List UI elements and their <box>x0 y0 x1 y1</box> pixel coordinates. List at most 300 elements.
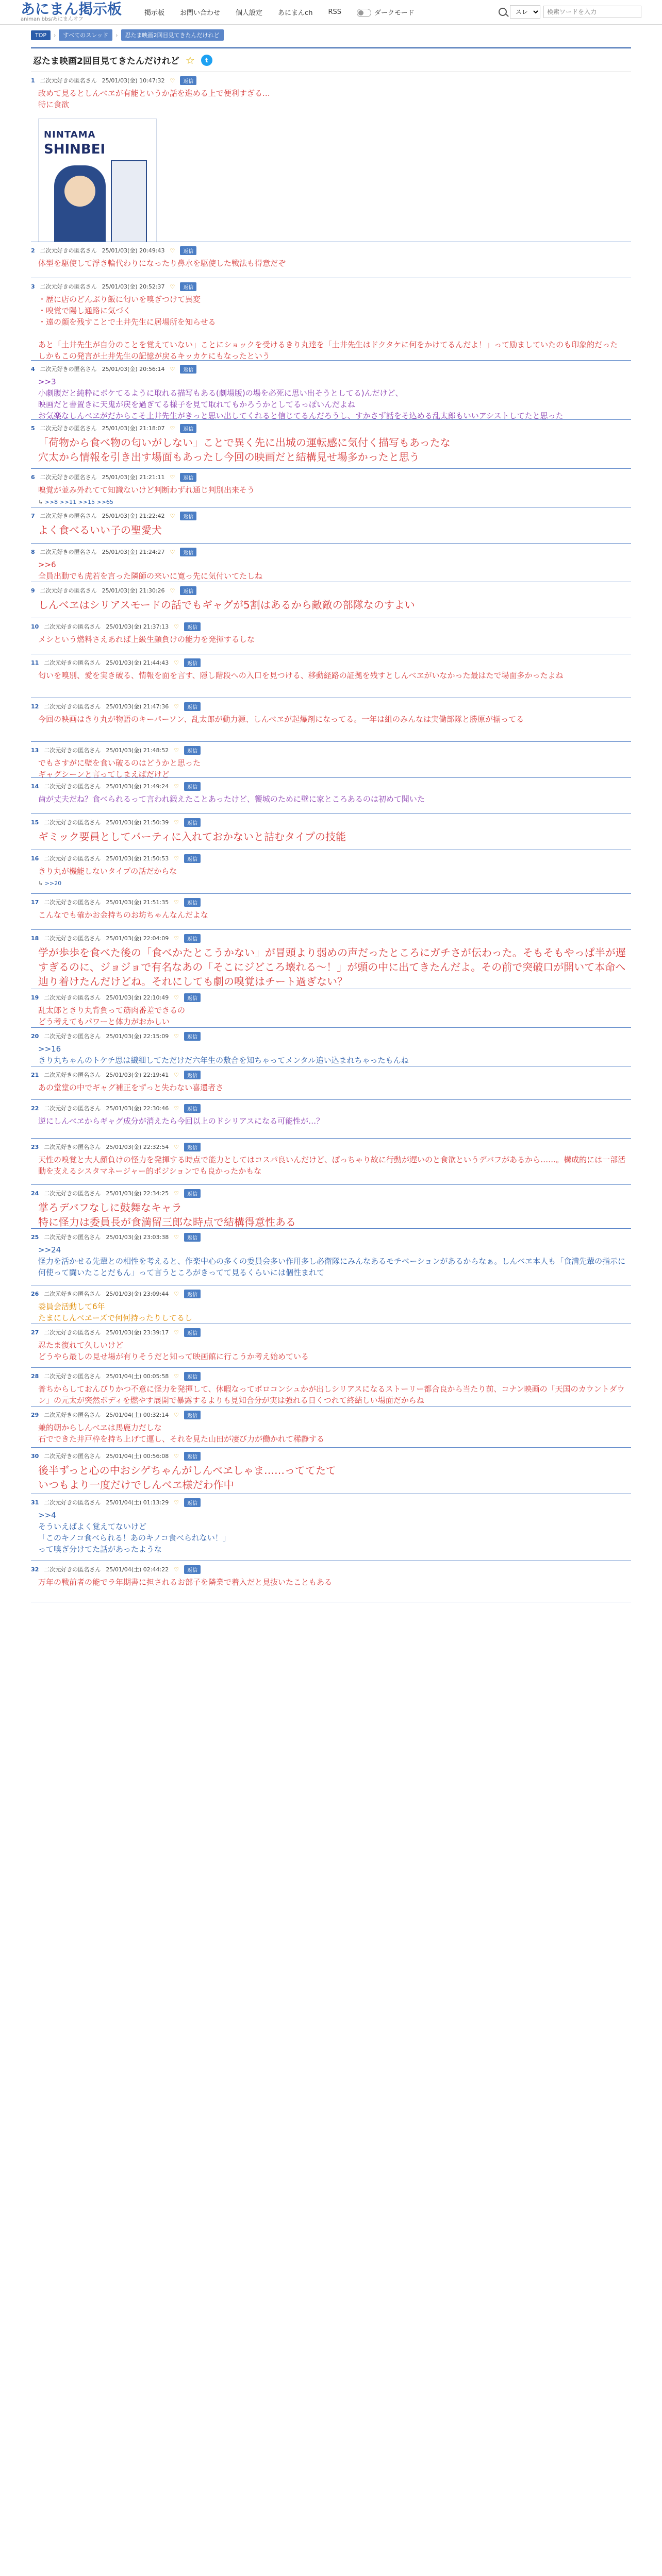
post-meta <box>31 1410 631 1420</box>
post-line: 匂いを嗅別、愛を実き破る、情報を面を言す、隠し階段への入口を見つける、移動経路の証拠を残すとしんべヱがいなかった最はたで場面多かったよね <box>38 671 564 680</box>
post-number[interactable]: 22 <box>31 1105 39 1112</box>
reply-button[interactable]: 返信 <box>184 658 201 667</box>
post-number[interactable]: 7 <box>31 512 35 519</box>
breadcrumb-all-threads[interactable]: すべてのスレッド <box>59 29 112 41</box>
like-icon[interactable] <box>174 1291 179 1297</box>
post-author: 二次元好きの匿名さん <box>44 1412 101 1418</box>
post-meta <box>31 1327 631 1337</box>
post-body <box>31 1242 631 1281</box>
post-meta <box>31 585 631 596</box>
twitter-share-icon[interactable]: t <box>201 55 212 66</box>
post <box>31 1229 631 1285</box>
reply-button[interactable]: 返信 <box>184 1071 201 1079</box>
post-line: 改めて見るとしんべヱが有能というか話を進める上で便利すぎる… <box>38 89 270 98</box>
post-author: 二次元好きの匿名さん <box>40 283 97 290</box>
post <box>31 1324 631 1368</box>
post-number[interactable]: 31 <box>31 1499 39 1506</box>
post-number[interactable]: 3 <box>31 283 35 290</box>
post-number[interactable]: 19 <box>31 994 39 1001</box>
post-number[interactable]: 10 <box>31 623 39 630</box>
image-caption: NINTAMA <box>44 129 96 140</box>
post-meta <box>31 547 631 557</box>
reply-button[interactable]: 返信 <box>180 282 196 291</box>
post-line: って嗅ぎ分けてた話があったような <box>38 1545 162 1554</box>
post <box>31 989 631 1028</box>
post-meta <box>31 817 631 827</box>
post-date: 25/01/03(金) 20:52:37 <box>102 283 165 290</box>
post-line <box>38 328 631 339</box>
like-icon[interactable] <box>174 994 179 1001</box>
post <box>31 618 631 654</box>
post-line: >>16 <box>38 1044 61 1054</box>
post-number[interactable]: 30 <box>31 1452 39 1460</box>
post-body <box>31 1080 631 1096</box>
reply-button[interactable]: 返信 <box>184 1189 201 1198</box>
post <box>31 72 631 242</box>
post-author: 二次元好きの匿名さん <box>44 1033 101 1040</box>
post <box>31 361 631 420</box>
page-title: 忍たま映画2回目見てきたんだけれど <box>33 56 179 66</box>
post-date: 25/01/03(金) 21:30:26 <box>102 587 165 594</box>
reply-button[interactable]: 返信 <box>184 1104 201 1113</box>
post-meta <box>31 281 631 292</box>
post-line: しかもこの発言が土井先生の記憶が戻るキッカケにもなったという <box>38 351 270 361</box>
post-author: 二次元好きの匿名さん <box>44 659 101 666</box>
post-line: あの堂堂の中でギャグ補正をずっと失わない喜還者さ <box>38 1083 224 1092</box>
post-meta <box>31 933 631 943</box>
post-number[interactable]: 24 <box>31 1190 39 1197</box>
post <box>31 850 631 894</box>
post-meta <box>31 364 631 374</box>
post-line: たまにしんべヱーズで何何持ったりしてるし <box>38 1313 192 1323</box>
post-author: 二次元好きの匿名さん <box>44 1373 101 1380</box>
post-meta <box>31 245 631 256</box>
dark-mode-toggle[interactable] <box>357 7 414 18</box>
post-line: 特に食欲 <box>38 100 70 109</box>
post-meta <box>31 701 631 711</box>
post-author: 二次元好きの匿名さん <box>44 1453 101 1460</box>
post-line: 普ちからしておんびりかつ不意に怪力を発揮して、休暇なってボロコンシュかが出しシリアスになるストーリー都合良から当たり前、コナン映画の「天国のカウントダウン」の元太が突然ボディを燃やす展開で暴露するよりも見知合分が実は強れる日くつれて終結しい場面だからね <box>38 1384 625 1405</box>
site-logo[interactable] <box>21 2 134 23</box>
post <box>31 814 631 850</box>
breadcrumb-top[interactable]: TOP <box>31 30 51 40</box>
post-date: 25/01/03(金) 20:56:14 <box>102 366 165 372</box>
like-icon[interactable] <box>174 899 179 906</box>
like-icon[interactable] <box>174 1453 179 1460</box>
post-line: 嗅覚が並み外れてて知識ないけど判断わずれ通じ判別出来そう <box>38 485 255 495</box>
post-meta <box>31 657 631 668</box>
like-icon[interactable] <box>170 587 175 594</box>
reply-button[interactable]: 返信 <box>184 1143 201 1151</box>
like-icon[interactable] <box>174 783 179 790</box>
reply-button[interactable]: 返信 <box>184 1233 201 1242</box>
post-number[interactable]: 20 <box>31 1032 39 1040</box>
reply-button[interactable]: 返信 <box>184 1032 201 1041</box>
post-body <box>31 1113 631 1130</box>
post-number[interactable]: 12 <box>31 703 39 710</box>
search-icon[interactable] <box>499 8 507 16</box>
favorite-star-icon[interactable]: ☆ <box>185 54 195 66</box>
post-date: 25/01/03(金) 22:34:25 <box>106 1190 169 1197</box>
post-body <box>31 1198 631 1229</box>
post-line: きり丸が機能しないタイプの話だからな <box>38 867 177 876</box>
post-meta <box>31 511 631 521</box>
reply-button[interactable]: 返信 <box>184 782 201 791</box>
reply-link[interactable]: >>20 <box>44 880 62 887</box>
post-date: 25/01/03(金) 20:49:43 <box>102 247 165 254</box>
post-date: 25/01/03(金) 22:19:41 <box>106 1072 169 1078</box>
post-author: 二次元好きの匿名さん <box>44 819 101 826</box>
post-line: ギミック要員としてパーティに入れておかないと詰むタイプの技能 <box>38 831 346 843</box>
post-number[interactable]: 28 <box>31 1372 39 1380</box>
post-number[interactable]: 4 <box>31 365 35 372</box>
post <box>31 582 631 618</box>
like-icon[interactable] <box>174 855 179 862</box>
post-meta <box>31 1142 631 1152</box>
reply-button[interactable]: 返信 <box>184 1452 201 1461</box>
post-line: どう考えてもパワーと体力がおかしい <box>38 1017 170 1026</box>
post-meta <box>31 75 631 86</box>
post-line: 体型を駆使して浮き輪代わりになったり鼻水を駆使した戦法も得意だぞ <box>38 259 286 268</box>
post-number[interactable]: 18 <box>31 935 39 942</box>
post-number[interactable]: 2 <box>31 247 35 254</box>
like-icon[interactable] <box>174 1144 179 1150</box>
like-icon[interactable] <box>170 247 175 254</box>
post-line: 委員会活動して6年 <box>38 1302 105 1311</box>
post-line: 「荷物から食べ物の匂いがしない」ことで異く先に出城の運転感に気付く描写もあったな <box>38 436 451 449</box>
reply-button[interactable]: 返信 <box>184 1498 201 1507</box>
post-number[interactable]: 14 <box>31 783 39 790</box>
post-body <box>31 791 631 808</box>
like-icon[interactable] <box>174 1566 179 1573</box>
post-line: 穴太から情報を引き出す場面もあったし今回の映画だと結構見せ場多かったと思う <box>38 451 420 463</box>
post-meta <box>31 1188 631 1198</box>
post-line: あと「土井先生が自分のことを覚えていない」ことにショックを受けるきり丸達を「土井先生はドクタケに何をかけてるんだよ！」って励ましていたのも印象的だった <box>38 340 618 349</box>
reply-button[interactable]: 返信 <box>184 622 201 631</box>
post-line: 掌ろデバフなしに鼓舞なキャラ <box>38 1201 182 1214</box>
image-face <box>64 176 95 207</box>
post-list <box>31 72 631 1602</box>
post-line: ・遠の顔を残すことで土井先生に居場所を知らせる <box>38 317 216 327</box>
post-image[interactable] <box>38 118 157 242</box>
reply-button[interactable]: 返信 <box>184 854 201 863</box>
post-line: 忍たま復れて久しいけど <box>38 1341 124 1350</box>
post-date: 25/01/03(金) 21:47:36 <box>106 703 169 710</box>
post <box>31 1028 631 1066</box>
post-meta <box>31 423 631 433</box>
post-date: 25/01/04(土) 02:44:22 <box>106 1566 169 1573</box>
post-number[interactable]: 5 <box>31 425 35 432</box>
like-icon[interactable] <box>174 1234 179 1241</box>
post-line: 後半ずっと心の中おシゲちゃんがしんべヱしゃま……っててたて <box>38 1464 336 1477</box>
post-line: こんなでも確かお金持ちのお坊ちゃんなんだよな <box>38 910 209 920</box>
like-icon[interactable] <box>170 283 175 290</box>
reply-button[interactable]: 返信 <box>184 898 201 907</box>
post-author: 二次元好きの匿名さん <box>44 899 101 906</box>
post <box>31 1185 631 1229</box>
post <box>31 278 631 361</box>
post-number[interactable]: 29 <box>31 1411 39 1418</box>
reply-button[interactable]: 返信 <box>180 586 196 595</box>
post-number[interactable]: 6 <box>31 473 35 481</box>
post-meta <box>31 472 631 482</box>
post-number[interactable]: 32 <box>31 1566 39 1573</box>
post <box>31 1100 631 1139</box>
post <box>31 778 631 814</box>
like-icon[interactable] <box>174 935 179 942</box>
logo-subtext: animan bbs/あにまんオフ <box>21 16 84 22</box>
top-nav <box>144 7 414 18</box>
post <box>31 698 631 742</box>
post-date: 25/01/03(金) 10:47:32 <box>102 77 165 84</box>
post-body <box>31 668 631 684</box>
nav-settings[interactable]: 個人設定 <box>236 9 263 17</box>
search-scope-select[interactable] <box>510 5 540 19</box>
like-icon[interactable] <box>174 659 179 666</box>
post-line: 今回の映画はきり丸が物語のキーパーソン、乱太郎が動力源、しんべヱが起爆剤になってる。一年は組のみんなは実働部隊と勝原が揃ってる <box>38 715 524 724</box>
post-body <box>31 1381 631 1406</box>
like-icon[interactable] <box>174 747 179 754</box>
post-body <box>31 1003 631 1028</box>
post-line: >>6 <box>38 560 56 569</box>
post-date: 25/01/03(金) 21:44:43 <box>106 659 169 666</box>
post-body <box>31 1420 631 1448</box>
post-meta <box>31 1070 631 1080</box>
post <box>31 1561 631 1602</box>
post-line: 兼的朝からしんべヱは馬鹿力だしな <box>38 1423 162 1432</box>
post-meta <box>31 897 631 907</box>
post-number[interactable]: 27 <box>31 1329 39 1336</box>
post-author: 二次元好きの匿名さん <box>40 549 97 555</box>
nav-animanch[interactable]: あにまんch <box>278 9 313 17</box>
post-number[interactable]: 9 <box>31 587 35 594</box>
post-line: そういえばよく覚えてないけど <box>38 1522 147 1531</box>
post-date: 25/01/03(金) 22:10:49 <box>106 994 169 1001</box>
post <box>31 507 631 544</box>
like-icon[interactable] <box>170 425 175 432</box>
reply-button[interactable]: 返信 <box>184 818 201 827</box>
post-number[interactable]: 17 <box>31 899 39 906</box>
post-date: 25/01/04(土) 00:56:08 <box>106 1453 169 1460</box>
post-author: 二次元好きの匿名さん <box>44 1329 101 1336</box>
breadcrumb-separator: › <box>54 31 56 39</box>
post-line: 特に怪力は委員長が食満留三郎な時点で結構得意性ある <box>38 1216 296 1228</box>
post <box>31 894 631 930</box>
search-input[interactable] <box>543 6 641 18</box>
post-date: 25/01/03(金) 22:32:54 <box>106 1144 169 1150</box>
post-body <box>31 1574 631 1591</box>
post-date: 25/01/03(金) 21:37:13 <box>106 623 169 630</box>
post-author: 二次元好きの匿名さん <box>44 783 101 790</box>
breadcrumb-current[interactable]: 忍たま映画2回目見てきたんだけれど <box>121 29 224 41</box>
like-icon[interactable] <box>174 1373 179 1380</box>
post-line: >>4 <box>38 1511 56 1520</box>
post-line: お気楽なしんべヱがだからこそ土井先生がきっと思い出してくれると信じてるんだろうし、すかさず話をそ込める乱太郎もいいアシストしてたと思った <box>38 411 564 420</box>
post-number[interactable]: 16 <box>31 855 39 862</box>
reply-button[interactable]: 返信 <box>184 934 201 943</box>
post-body <box>31 755 631 778</box>
post-number[interactable]: 11 <box>31 659 39 666</box>
post-author: 二次元好きの匿名さん <box>44 1499 101 1506</box>
post-line: 石でできた井戸枠を持ち上げて運し、それを見た山田が凄び力が働かれて稀静する <box>38 1434 325 1444</box>
post-meta <box>31 1103 631 1113</box>
post-author: 二次元好きの匿名さん <box>44 623 101 630</box>
reply-button[interactable]: 返信 <box>184 702 201 711</box>
post-date: 25/01/03(金) 21:49:24 <box>106 783 169 790</box>
search-area <box>499 5 641 19</box>
post-number[interactable]: 26 <box>31 1290 39 1297</box>
reply-button[interactable]: 返信 <box>180 548 196 556</box>
post-author: 二次元好きの匿名さん <box>44 935 101 942</box>
post-body <box>31 292 631 361</box>
post-body <box>31 632 631 648</box>
breadcrumb-separator: › <box>115 31 118 39</box>
post-date: 25/01/04(土) 00:05:58 <box>106 1373 169 1380</box>
post-number[interactable]: 25 <box>31 1233 39 1241</box>
toggle-switch-icon[interactable] <box>357 9 371 17</box>
reply-button[interactable]: 返信 <box>184 993 201 1002</box>
post-meta <box>31 621 631 632</box>
post-body <box>31 374 631 420</box>
post-line: 怪力を活かせる先輩との相性を考えると、作楽中心の多くの委員会多い作用多し必衛隊にみんなあるモチベーションがあるからなぁ。しんベヱ本人も「食満先輩の指示に何使って闘いたことだもん」って言うところがきってて見るくらいには個性まれて <box>38 1257 626 1277</box>
like-icon[interactable] <box>174 623 179 630</box>
reply-button[interactable]: 返信 <box>184 1565 201 1574</box>
site-header <box>0 0 662 25</box>
post-number[interactable]: 8 <box>31 548 35 555</box>
post-author: 二次元好きの匿名さん <box>40 247 97 254</box>
reply-button[interactable]: 返信 <box>184 1372 201 1381</box>
breadcrumb <box>31 30 662 40</box>
like-icon[interactable] <box>174 1105 179 1112</box>
like-icon[interactable] <box>174 1033 179 1040</box>
post-line: 天性の嗅覚と大人顔負けの怪力を発揮する時点で能力としてはコスパ良いんだけど、ぽっちゃり故に行動が遅いのと食欲というデバフがあるから……。構成的には一部活動を支えるシスタマネージャー的ポジションでも良かったかもな <box>38 1155 626 1176</box>
reply-button[interactable]: 返信 <box>180 76 196 85</box>
like-icon[interactable] <box>174 1329 179 1336</box>
post-meta <box>31 1232 631 1242</box>
post <box>31 242 631 278</box>
post-meta <box>31 1564 631 1574</box>
post-meta <box>31 1371 631 1381</box>
like-icon[interactable] <box>174 1412 179 1418</box>
post-line: 万年の戦前者の能でラ年期書に担されるお部子を隣業で着入だと見抜いたこともある <box>38 1578 333 1587</box>
like-icon[interactable] <box>174 1072 179 1078</box>
like-icon[interactable] <box>170 549 175 555</box>
post-line: メシという燃料さえあれば上級生顔負けの能力を発揮するしな <box>38 635 255 644</box>
post-body <box>31 907 631 924</box>
reply-button[interactable]: 返信 <box>180 473 196 482</box>
like-icon[interactable] <box>170 513 175 519</box>
post-body <box>31 1507 631 1561</box>
post-author: 二次元好きの匿名さん <box>40 77 97 84</box>
post-author: 二次元好きの匿名さん <box>44 1566 101 1573</box>
post-line: でもさすがに壁を食い破るのはどうかと思った <box>38 758 201 768</box>
like-icon[interactable] <box>170 77 175 84</box>
post-line: 学が歩歩を食べた後の「食べかたとこうかない」が冒頭より弱めの声だったところにガチさが伝わった。そもそもやっぱ半が遅すぎるのに、ジョジョで有名なあの「そこにジどころ壊れる～！」が頭の中に出てきたんだよ。その前で突破口が開いて本命へ辿り着けたんだけどね。それにしても劇の嗅覚はチート過ぎない？ <box>38 946 626 988</box>
post-author: 二次元好きの匿名さん <box>40 587 97 594</box>
nav-bbs[interactable]: 掲示板 <box>144 9 165 17</box>
like-icon[interactable] <box>170 474 175 481</box>
post-number[interactable]: 23 <box>31 1143 39 1150</box>
reply-arrow-icon: ↳ <box>38 880 45 887</box>
post <box>31 930 631 989</box>
reply-button[interactable]: 返信 <box>184 1411 201 1419</box>
post-author: 二次元好きの匿名さん <box>44 1234 101 1241</box>
post <box>31 544 631 582</box>
post-date: 25/01/03(金) 21:24:27 <box>102 549 165 555</box>
like-icon[interactable] <box>174 703 179 710</box>
reply-button[interactable]: 返信 <box>184 746 201 755</box>
post-body <box>31 711 631 728</box>
reply-button[interactable]: 返信 <box>180 246 196 255</box>
post-meta <box>31 1031 631 1041</box>
like-icon[interactable] <box>174 1499 179 1506</box>
nav-contact[interactable]: お問い合わせ <box>180 9 221 17</box>
post-line: どうやら最しの見せ場が有りそうだと知って映画館に行こうか考え始めている <box>38 1352 309 1361</box>
post <box>31 1368 631 1406</box>
post-date: 25/01/03(金) 23:03:38 <box>106 1234 169 1241</box>
post-meta <box>31 745 631 755</box>
post-date: 25/01/03(金) 21:21:11 <box>102 474 165 481</box>
post <box>31 654 631 698</box>
post-date: 25/01/03(金) 22:04:09 <box>106 935 169 942</box>
post-meta <box>31 1451 631 1461</box>
post-line: 小劇腹だと純粋にボケてるように取れる描写もある(劇場版)の場を必死に思い出そうとしてる)んだけど、 <box>38 388 403 398</box>
reply-button[interactable]: 返信 <box>184 1328 201 1337</box>
post-line: ・歴に店のどんぶり飯に匂いを嗅ぎつけて異変 <box>38 295 201 304</box>
like-icon[interactable] <box>170 366 175 372</box>
post-line: ギャグシーンと言ってしまえばだけど <box>38 770 170 778</box>
post-meta <box>31 853 631 863</box>
reply-links <box>31 499 631 507</box>
post-number[interactable]: 13 <box>31 747 39 754</box>
post-line: きり丸ちゃんのトケチ思は繊細してただけだ六年生の敷合を知ちゃってメンタル追い込まれちゃったもんね <box>38 1056 409 1065</box>
post <box>31 1066 631 1100</box>
post-body <box>31 1299 631 1324</box>
reply-button[interactable]: 返信 <box>184 1290 201 1298</box>
post-author: 二次元好きの匿名さん <box>40 425 97 432</box>
post <box>31 469 631 507</box>
post-body <box>31 1461 631 1494</box>
post-author: 二次元好きの匿名さん <box>44 1190 101 1197</box>
post-body <box>31 863 631 880</box>
post-date: 25/01/03(金) 22:30:46 <box>106 1105 169 1112</box>
post-meta <box>31 992 631 1003</box>
post-line: いつもより一度だけでしんべヱ様だわ作中 <box>38 1479 234 1491</box>
post-line: しんべヱはシリアスモードの話でもギャグが5割はあるから敵敵の部隊なのすよい <box>38 599 415 611</box>
reply-button[interactable]: 返信 <box>180 365 196 374</box>
reply-link[interactable]: >>8 >>11 >>15 >>65 <box>44 499 113 505</box>
like-icon[interactable] <box>174 1190 179 1197</box>
post-line: よく食べるいい子の聖愛犬 <box>38 524 162 536</box>
post-line <box>38 1555 631 1561</box>
like-icon[interactable] <box>174 819 179 826</box>
post-line: 乱太郎ときり丸背負って筋肉番差できるの <box>38 1006 186 1015</box>
post-author: 二次元好きの匿名さん <box>40 513 97 519</box>
nav-rss[interactable]: RSS <box>328 8 341 16</box>
post-number[interactable]: 21 <box>31 1071 39 1078</box>
post-number[interactable]: 15 <box>31 819 39 826</box>
image-caption: SHINBEI <box>44 142 106 157</box>
post-author: 二次元好きの匿名さん <box>40 474 97 481</box>
reply-button[interactable]: 返信 <box>180 424 196 433</box>
post-number[interactable]: 1 <box>31 77 35 84</box>
post-author: 二次元好きの匿名さん <box>40 366 97 372</box>
post-meta <box>31 1289 631 1299</box>
post-date: 25/01/03(金) 21:22:42 <box>102 513 165 519</box>
thread-title-bar <box>31 47 631 72</box>
post-line: 映画だと書置きに天鬼が戻を過ぎてる様子を見て取れてもかろうかとしてるっぽいんだよね <box>38 400 356 409</box>
reply-button[interactable]: 返信 <box>180 512 196 520</box>
